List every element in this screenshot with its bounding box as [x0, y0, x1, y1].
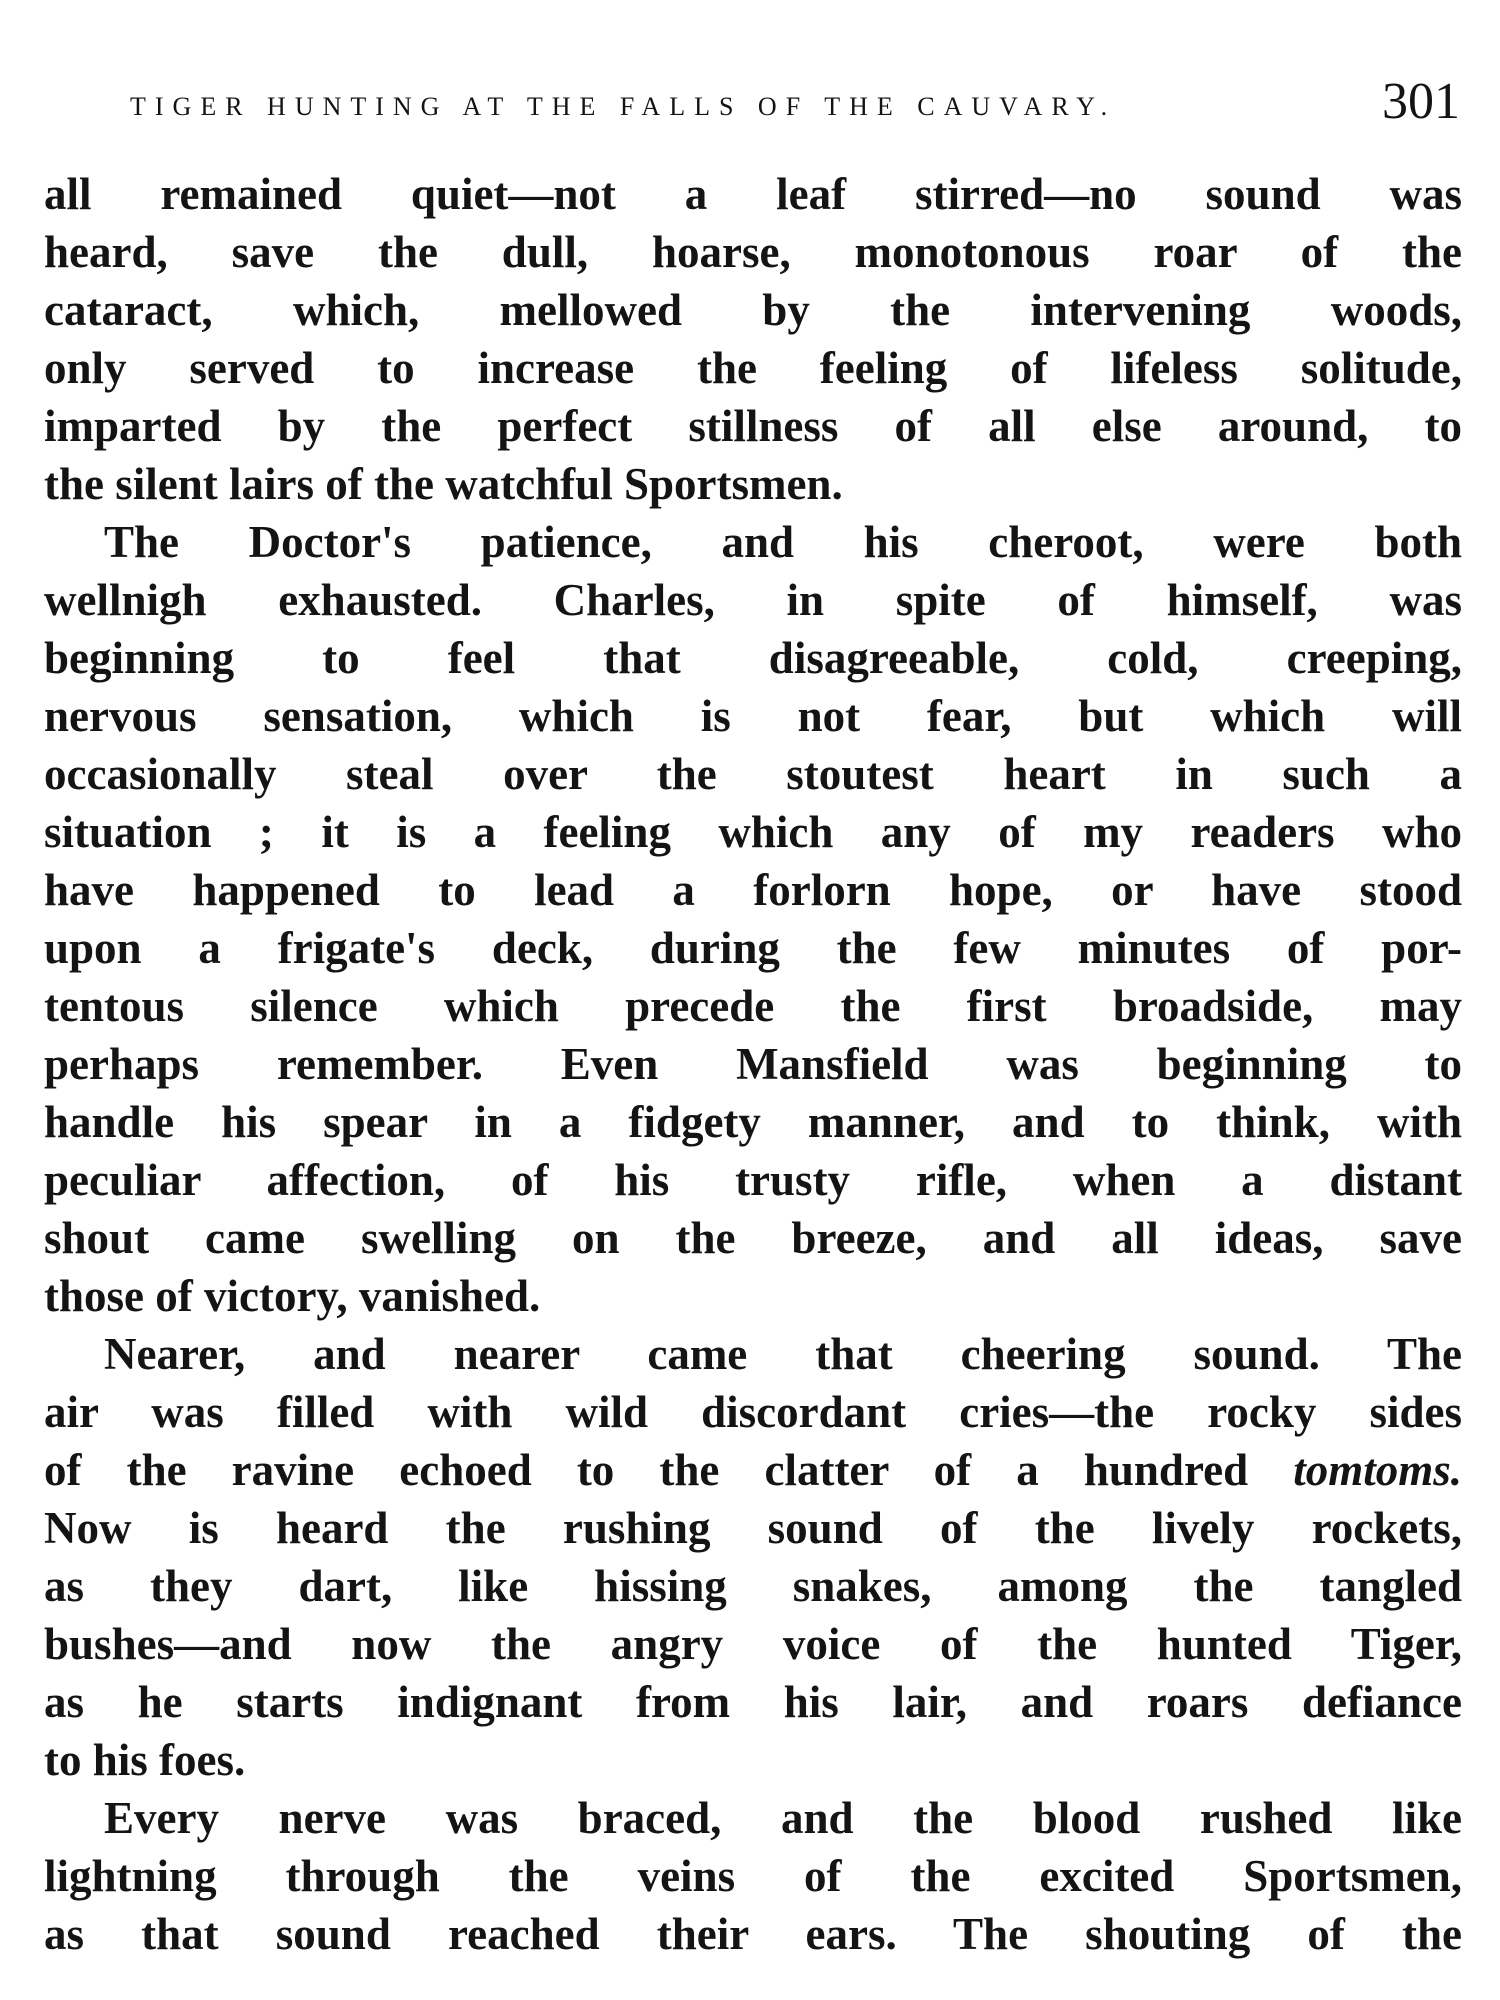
text-line: bushes—and now the angry voice of the hunted Tiger,	[44, 1619, 1462, 1669]
text-line: the silent lairs of the watchful Sportsmen.	[44, 459, 843, 509]
text-line: situation ; it is a feeling which any of my readers who	[44, 807, 1462, 857]
text-line: upon a frigate's deck, during the few minutes of por-	[44, 923, 1462, 973]
text-line: perhaps remember. Even Mansfield was beginning to	[44, 1039, 1462, 1089]
page-number: 301	[1382, 73, 1460, 130]
paragraph-4	[44, 1789, 1462, 1963]
text-line: lightning through the veins of the excited Sportsmen,	[44, 1851, 1462, 1901]
text-line: wellnigh exhausted. Charles, in spite of himself, was	[44, 575, 1462, 625]
text-line-with-italic	[44, 1441, 1462, 1499]
text-line: beginning to feel that disagreeable, cold, creeping,	[44, 633, 1462, 683]
text-line: Every nerve was braced, and the blood rushed like	[104, 1793, 1462, 1843]
text-line: as that sound reached their ears. The shouting of the	[44, 1909, 1462, 1959]
text-line: imparted by the perfect stillness of all else around, to	[44, 401, 1462, 451]
text-line: to his foes.	[44, 1735, 246, 1785]
text-line: shout came swelling on the breeze, and all ideas, save	[44, 1213, 1462, 1263]
text-line: those of victory, vanished.	[44, 1271, 541, 1321]
italic-word: tomtoms.	[1293, 1445, 1462, 1495]
text-line: nervous sensation, which is not fear, but which will	[44, 691, 1462, 741]
text-line-lead: of the ravine echoed to the clatter of a hundred	[44, 1445, 1294, 1495]
text-line: peculiar affection, of his trusty rifle, when a distant	[44, 1155, 1462, 1205]
running-title: TIGER HUNTING AT THE FALLS OF THE CAUVARY.	[130, 92, 1117, 121]
text-line: as they dart, like hissing snakes, among the tangled	[44, 1561, 1462, 1611]
body-text	[44, 165, 1462, 1963]
paragraph-3	[44, 1325, 1462, 1789]
text-line: heard, save the dull, hoarse, monotonous roar of the	[44, 227, 1462, 277]
text-line: The Doctor's patience, and his cheroot, were both	[104, 517, 1462, 567]
text-line: tentous silence which precede the first broadside, may	[44, 981, 1462, 1031]
text-line: have happened to lead a forlorn hope, or have stood	[44, 865, 1462, 915]
running-head	[130, 70, 1460, 130]
text-line: Now is heard the rushing sound of the lively rockets,	[44, 1503, 1462, 1553]
text-line: all remained quiet—not a leaf stirred—no sound was	[44, 169, 1462, 219]
text-line: cataract, which, mellowed by the intervening woods,	[44, 285, 1462, 335]
paragraph-2	[44, 513, 1462, 1325]
text-line: air was filled with wild discordant cries—the rocky sides	[44, 1387, 1462, 1437]
text-line: Nearer, and nearer came that cheering sound. The	[104, 1329, 1462, 1379]
text-line: handle his spear in a fidgety manner, and to think, with	[44, 1097, 1462, 1147]
text-line: occasionally steal over the stoutest heart in such a	[44, 749, 1462, 799]
text-line: only served to increase the feeling of lifeless solitude,	[44, 343, 1462, 393]
text-line: as he starts indignant from his lair, and roars defiance	[44, 1677, 1462, 1727]
paragraph-1	[44, 165, 1462, 513]
